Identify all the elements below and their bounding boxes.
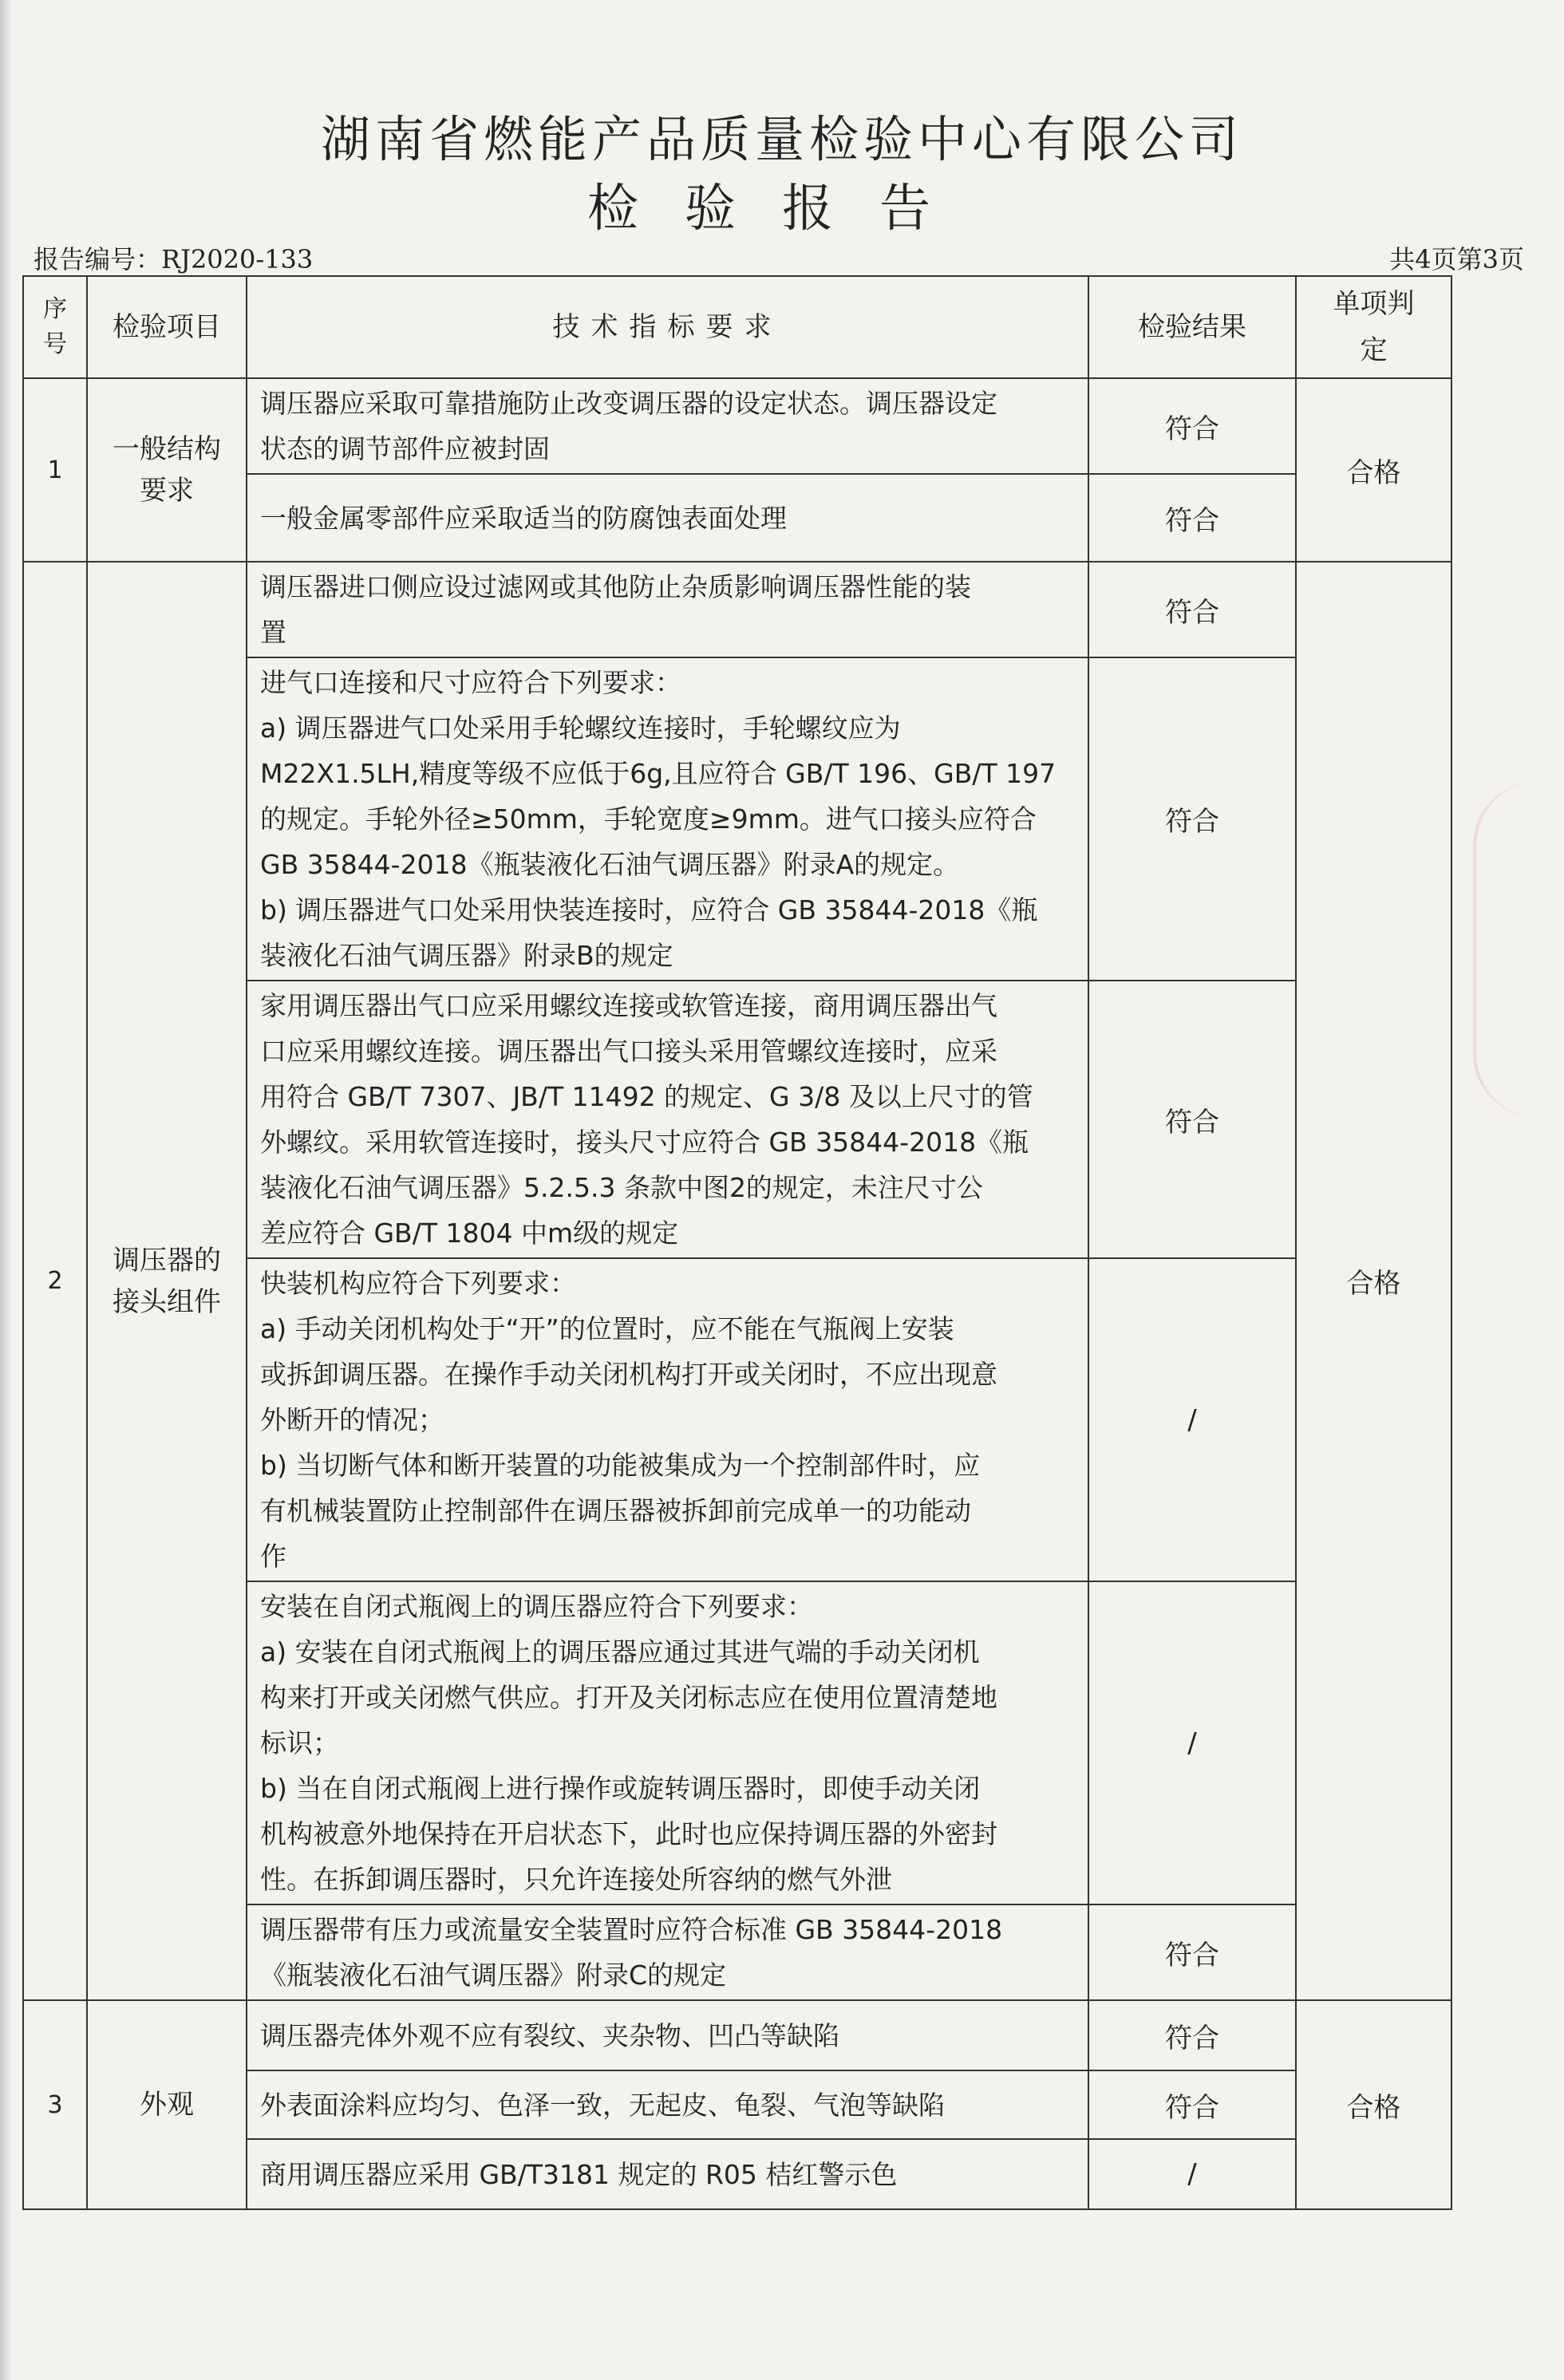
requirement-line: 进气口连接和尺寸应符合下列要求： (260, 667, 681, 698)
table-body (23, 378, 1451, 2209)
requirement-cell (247, 981, 1088, 1258)
result-cell: 符合 (1088, 981, 1296, 1258)
report-number-value: RJ2020-133 (161, 244, 314, 274)
company-name: 湖南省燃能产品质量检验中心有限公司 (320, 110, 1243, 168)
requirement-line: 置 (260, 617, 286, 648)
requirement-line: a) 调压器进气口处采用手轮螺纹连接时，手轮螺纹应为 (260, 712, 901, 744)
report-number-label: 报告编号： (34, 244, 162, 274)
requirement-line: 外表面涂料应均匀、色泽一致，无起皮、龟裂、气泡等缺陷 (260, 2089, 945, 2121)
requirement-line: 装液化石油气调压器》5.2.5.3 条款中图2的规定，未注尺寸公 (260, 1172, 983, 1203)
requirement-line: 《瓶装液化石油气调压器》附录C的规定 (260, 1960, 727, 1991)
requirement-line: 性。在拆卸调压器时，只允许连接处所容纳的燃气外泄 (260, 1864, 892, 1895)
result-cell: 符合 (1088, 474, 1296, 562)
header-requirement: 技术指标要求 (247, 276, 1088, 378)
requirement-line: 调压器带有压力或流量安全装置时应符合标准 GB 35844-2018 (260, 1914, 1003, 1945)
requirement-line: 机构被意外地保持在开启状态下，此时也应保持调压器的外密封 (260, 1818, 997, 1849)
result-cell: 符合 (1088, 657, 1296, 981)
table-row (23, 378, 1451, 474)
requirement-line: 家用调压器出气口应采用螺纹连接或软管连接，商用调压器出气 (260, 990, 997, 1021)
requirement-cell (247, 1904, 1088, 2000)
result-cell: / (1088, 1581, 1296, 1904)
requirement-line: 调压器壳体外观不应有裂纹、夹杂物、凹凸等缺陷 (260, 2019, 839, 2051)
requirement-line: 快装机构应符合下列要求： (260, 1268, 576, 1299)
requirement-cell (247, 1581, 1088, 1904)
requirement-line: 商用调压器应采用 GB/T3181 规定的 R05 桔红警示色 (260, 2158, 898, 2190)
report-number (34, 239, 313, 276)
page-info: 共4页第3页 (1389, 244, 1524, 274)
requirement-line: 调压器应采取可靠措施防止改变调压器的设定状态。调压器设定 (260, 388, 997, 419)
requirement-line: 外螺纹。采用软管连接时，接头尺寸应符合 GB 35844-2018《瓶 (260, 1127, 1029, 1158)
header-verdict: 单项判定 (1296, 276, 1451, 378)
header-item: 检验项目 (87, 276, 247, 378)
requirement-line: b) 调压器进气口处采用快装连接时，应符合 GB 35844-2018《瓶 (260, 894, 1038, 926)
result-cell: 符合 (1088, 378, 1296, 474)
requirement-line: 标识； (260, 1727, 339, 1758)
requirement-line: 一般金属零部件应采取适当的防腐蚀表面处理 (260, 502, 787, 534)
result-cell: 符合 (1088, 562, 1296, 657)
item-cell: 外观 (87, 2000, 247, 2209)
requirement-cell (247, 474, 1088, 562)
result-cell: / (1088, 1258, 1296, 1581)
header-result: 检验结果 (1088, 276, 1296, 378)
result-cell: / (1088, 2139, 1296, 2209)
requirement-line: 的规定。手轮外径≥50mm，手轮宽度≥9mm。进气口接头应符合 (260, 803, 1037, 835)
header-seq: 序号 (23, 276, 87, 378)
requirement-cell (247, 2139, 1088, 2209)
table-row (23, 2000, 1451, 2070)
requirement-cell (247, 2000, 1088, 2070)
item-cell: 一般结构要求 (87, 378, 247, 562)
result-cell: 符合 (1088, 2000, 1296, 2070)
requirement-line: 作 (260, 1541, 286, 1572)
requirement-cell (247, 562, 1088, 657)
result-cell: 符合 (1088, 2070, 1296, 2139)
verdict-cell: 合格 (1296, 378, 1451, 562)
scan-edge-shadow (0, 0, 11, 2380)
seq-cell: 2 (23, 562, 87, 2000)
requirement-line: 装液化石油气调压器》附录B的规定 (260, 940, 673, 971)
requirement-line: b) 当切断气体和断开装置的功能被集成为一个控制部件时，应 (260, 1450, 981, 1481)
verdict-cell: 合格 (1296, 562, 1451, 2000)
requirement-line: M22X1.5LH,精度等级不应低于6g,且应符合 GB/T 196、GB/T 197 (260, 758, 1056, 789)
table-row (23, 562, 1451, 657)
requirement-cell (247, 1258, 1088, 1581)
table-header-row (23, 276, 1451, 378)
requirement-line: 用符合 GB/T 7307、JB/T 11492 的规定、G 3/8 及以上尺寸的管 (260, 1081, 1033, 1112)
requirement-line: 状态的调节部件应被封固 (260, 433, 550, 464)
requirement-cell (247, 2070, 1088, 2139)
seal-stamp-fragment (1473, 782, 1564, 1117)
item-cell: 调压器的接头组件 (87, 562, 247, 2000)
requirement-line: 口应采用螺纹连接。调压器出气口接头采用管螺纹连接时，应采 (260, 1036, 997, 1067)
requirement-line: a) 安装在自闭式瓶阀上的调压器应通过其进气端的手动关闭机 (260, 1636, 980, 1668)
requirement-cell (247, 378, 1088, 474)
requirement-line: a) 手动关闭机构处于“开”的位置时，应不能在气瓶阀上安装 (260, 1313, 954, 1344)
seq-cell: 3 (23, 2000, 87, 2209)
requirement-line: b) 当在自闭式瓶阀上进行操作或旋转调压器时，即使手动关闭 (260, 1773, 981, 1804)
seq-cell: 1 (23, 378, 87, 562)
requirement-line: 有机械装置防止控制部件在调压器被拆卸前完成单一的功能动 (260, 1495, 971, 1526)
result-cell: 符合 (1088, 1904, 1296, 2000)
verdict-cell: 合格 (1296, 2000, 1451, 2209)
inspection-table (22, 275, 1452, 2210)
requirement-line: 差应符合 GB/T 1804 中m级的规定 (260, 1218, 679, 1249)
requirement-cell (247, 657, 1088, 981)
requirement-line: 安装在自闭式瓶阀上的调压器应符合下列要求： (260, 1591, 813, 1622)
requirement-line: 或拆卸调压器。在操作手动关闭机构打开或关闭时，不应出现意 (260, 1359, 997, 1390)
requirement-line: 调压器进口侧应设过滤网或其他防止杂质影响调压器性能的装 (260, 571, 971, 602)
requirement-line: 外断开的情况； (260, 1404, 444, 1435)
document-title: 检验报告 (587, 180, 977, 239)
requirement-line: GB 35844-2018《瓶装液化石油气调压器》附录A的规定。 (260, 849, 960, 880)
requirement-line: 构来打开或关闭燃气供应。打开及关闭标志应在使用位置清楚地 (260, 1682, 997, 1713)
